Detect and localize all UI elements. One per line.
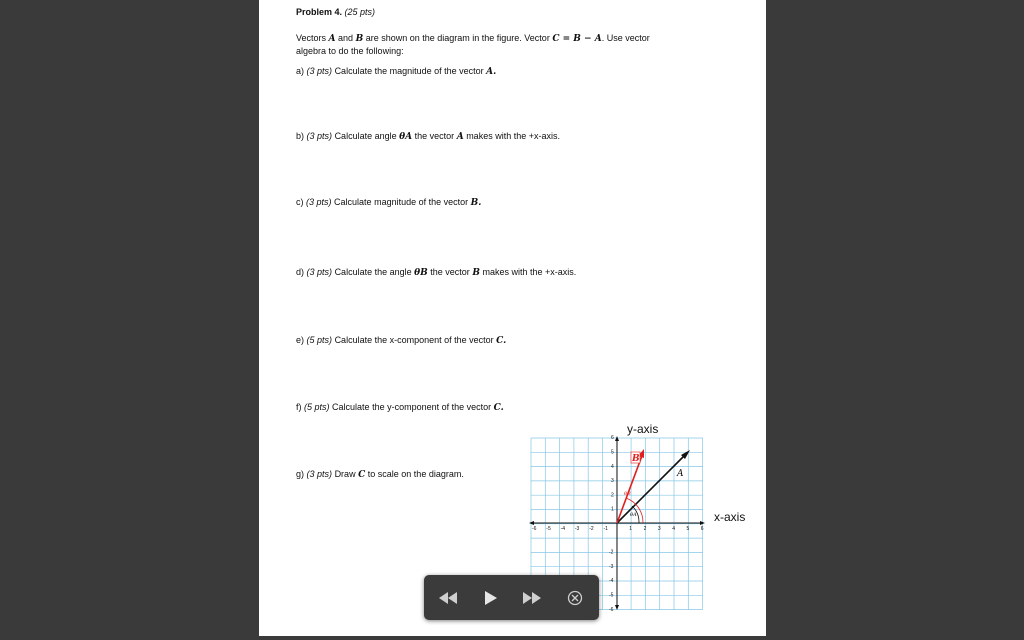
q-symbol: C. — [496, 336, 507, 346]
q-label: e) — [296, 335, 305, 345]
tick-label: 6 — [700, 526, 704, 532]
q-label: d) — [296, 267, 305, 277]
x-axis-arrow-left-icon — [529, 521, 534, 525]
q-text: Draw — [334, 469, 356, 479]
problem-heading — [296, 7, 375, 17]
close-button[interactable] — [563, 587, 587, 609]
rewind-icon — [436, 587, 460, 609]
tick-label: 1 — [629, 526, 633, 532]
rewind-button[interactable] — [436, 587, 460, 609]
tick-label: -5 — [546, 526, 551, 532]
q-text-2: to scale on the diagram. — [367, 469, 464, 479]
q-pts: (3 pts) — [306, 66, 333, 76]
tick-label: -2 — [609, 549, 614, 556]
vector-a-label: A — [677, 469, 684, 479]
tick-label: -6 — [532, 526, 537, 532]
play-icon — [479, 587, 503, 609]
tick-label: -1 — [603, 526, 608, 532]
tick-label: 5 — [611, 449, 614, 456]
problem-points: (25 pts) — [344, 7, 376, 17]
q-text: Calculate magnitude of the vector — [334, 197, 469, 207]
q-pts: (5 pts) — [306, 335, 333, 345]
q-symbol: B. — [470, 198, 482, 208]
q-pts: (3 pts) — [306, 131, 333, 141]
q-text: Calculate the angle — [334, 267, 412, 277]
tick-label: 5 — [686, 526, 690, 532]
fast-forward-button[interactable] — [520, 587, 544, 609]
q-pts: (5 pts) — [304, 402, 330, 412]
q-symbol: C. — [493, 403, 504, 413]
tick-label: 3 — [611, 478, 614, 485]
tick-label: -4 — [609, 578, 614, 585]
tick-label: 2 — [611, 492, 614, 499]
q-text: Calculate the x-component of the vector — [334, 335, 494, 345]
tick-label: 1 — [611, 506, 614, 513]
play-button[interactable] — [479, 587, 503, 609]
q-label: g) — [296, 469, 305, 479]
q-pts: (3 pts) — [306, 469, 333, 479]
question-a — [296, 66, 496, 77]
q-text-3: makes with the +x-axis. — [466, 131, 560, 141]
q-symbol: C — [358, 470, 366, 480]
q-symbol-2: A — [456, 132, 464, 142]
q-label: c) — [296, 197, 304, 207]
tick-label: -5 — [609, 592, 614, 599]
q-text: Calculate the y-component of the vector — [332, 402, 492, 412]
q-label: a) — [296, 66, 305, 76]
y-axis-arrow-icon — [615, 436, 619, 441]
tick-label: -2 — [589, 526, 594, 532]
q-pts: (3 pts) — [306, 267, 333, 277]
q-label: f) — [296, 402, 302, 412]
q-symbol: θA — [399, 132, 413, 142]
vector-a-symbol: A — [328, 34, 336, 44]
theta-a-label: θA — [630, 512, 637, 518]
intro-line-2: algebra to do the following: — [296, 46, 404, 56]
fast-forward-icon — [520, 587, 544, 609]
q-text-2: the vector — [414, 131, 455, 141]
question-b — [296, 131, 560, 142]
y-axis-label: y-axis — [627, 422, 659, 436]
tick-label: -6 — [609, 606, 614, 613]
x-axis-label: x-axis — [714, 510, 746, 524]
q-symbol-2: B — [472, 268, 480, 278]
intro-vectors: Vectors — [296, 33, 327, 43]
q-label: b) — [296, 131, 305, 141]
question-e — [296, 335, 506, 346]
equation: C = B − A — [552, 34, 602, 44]
intro-use-vector: . Use vector — [601, 33, 650, 43]
q-text-3: makes with the +x-axis. — [482, 267, 577, 277]
intro-text: are shown on the diagram in the figure. Vector — [365, 33, 550, 43]
question-d — [296, 267, 576, 278]
intro-and: and — [338, 33, 354, 43]
tick-label: 6 — [611, 435, 614, 442]
q-text: Calculate the magnitude of the vector — [334, 66, 484, 76]
vector-a-line — [617, 453, 687, 523]
document-page — [259, 0, 766, 636]
q-symbol: A. — [486, 67, 497, 77]
tick-label: -4 — [560, 526, 566, 532]
close-circle-icon — [563, 587, 587, 609]
tick-label: 2 — [643, 526, 647, 532]
theta-b-label: θB — [624, 491, 631, 497]
problem-label: Problem 4. — [296, 7, 343, 17]
intro-line-1 — [296, 33, 650, 44]
media-toolbar — [424, 575, 599, 620]
q-pts: (3 pts) — [306, 197, 332, 207]
question-c — [296, 197, 481, 208]
tick-label: -3 — [609, 563, 614, 570]
q-text-2: the vector — [430, 267, 470, 277]
q-text: Calculate angle — [334, 131, 397, 141]
tick-label: 4 — [672, 526, 675, 532]
vector-b-symbol: B — [355, 34, 364, 44]
q-symbol: θB — [414, 268, 428, 278]
vector-b-label: B — [632, 454, 640, 464]
tick-label: 4 — [611, 463, 614, 470]
question-f — [296, 402, 504, 413]
tick-label: -3 — [574, 526, 580, 532]
tick-label: 3 — [657, 526, 661, 532]
question-g — [296, 469, 464, 480]
